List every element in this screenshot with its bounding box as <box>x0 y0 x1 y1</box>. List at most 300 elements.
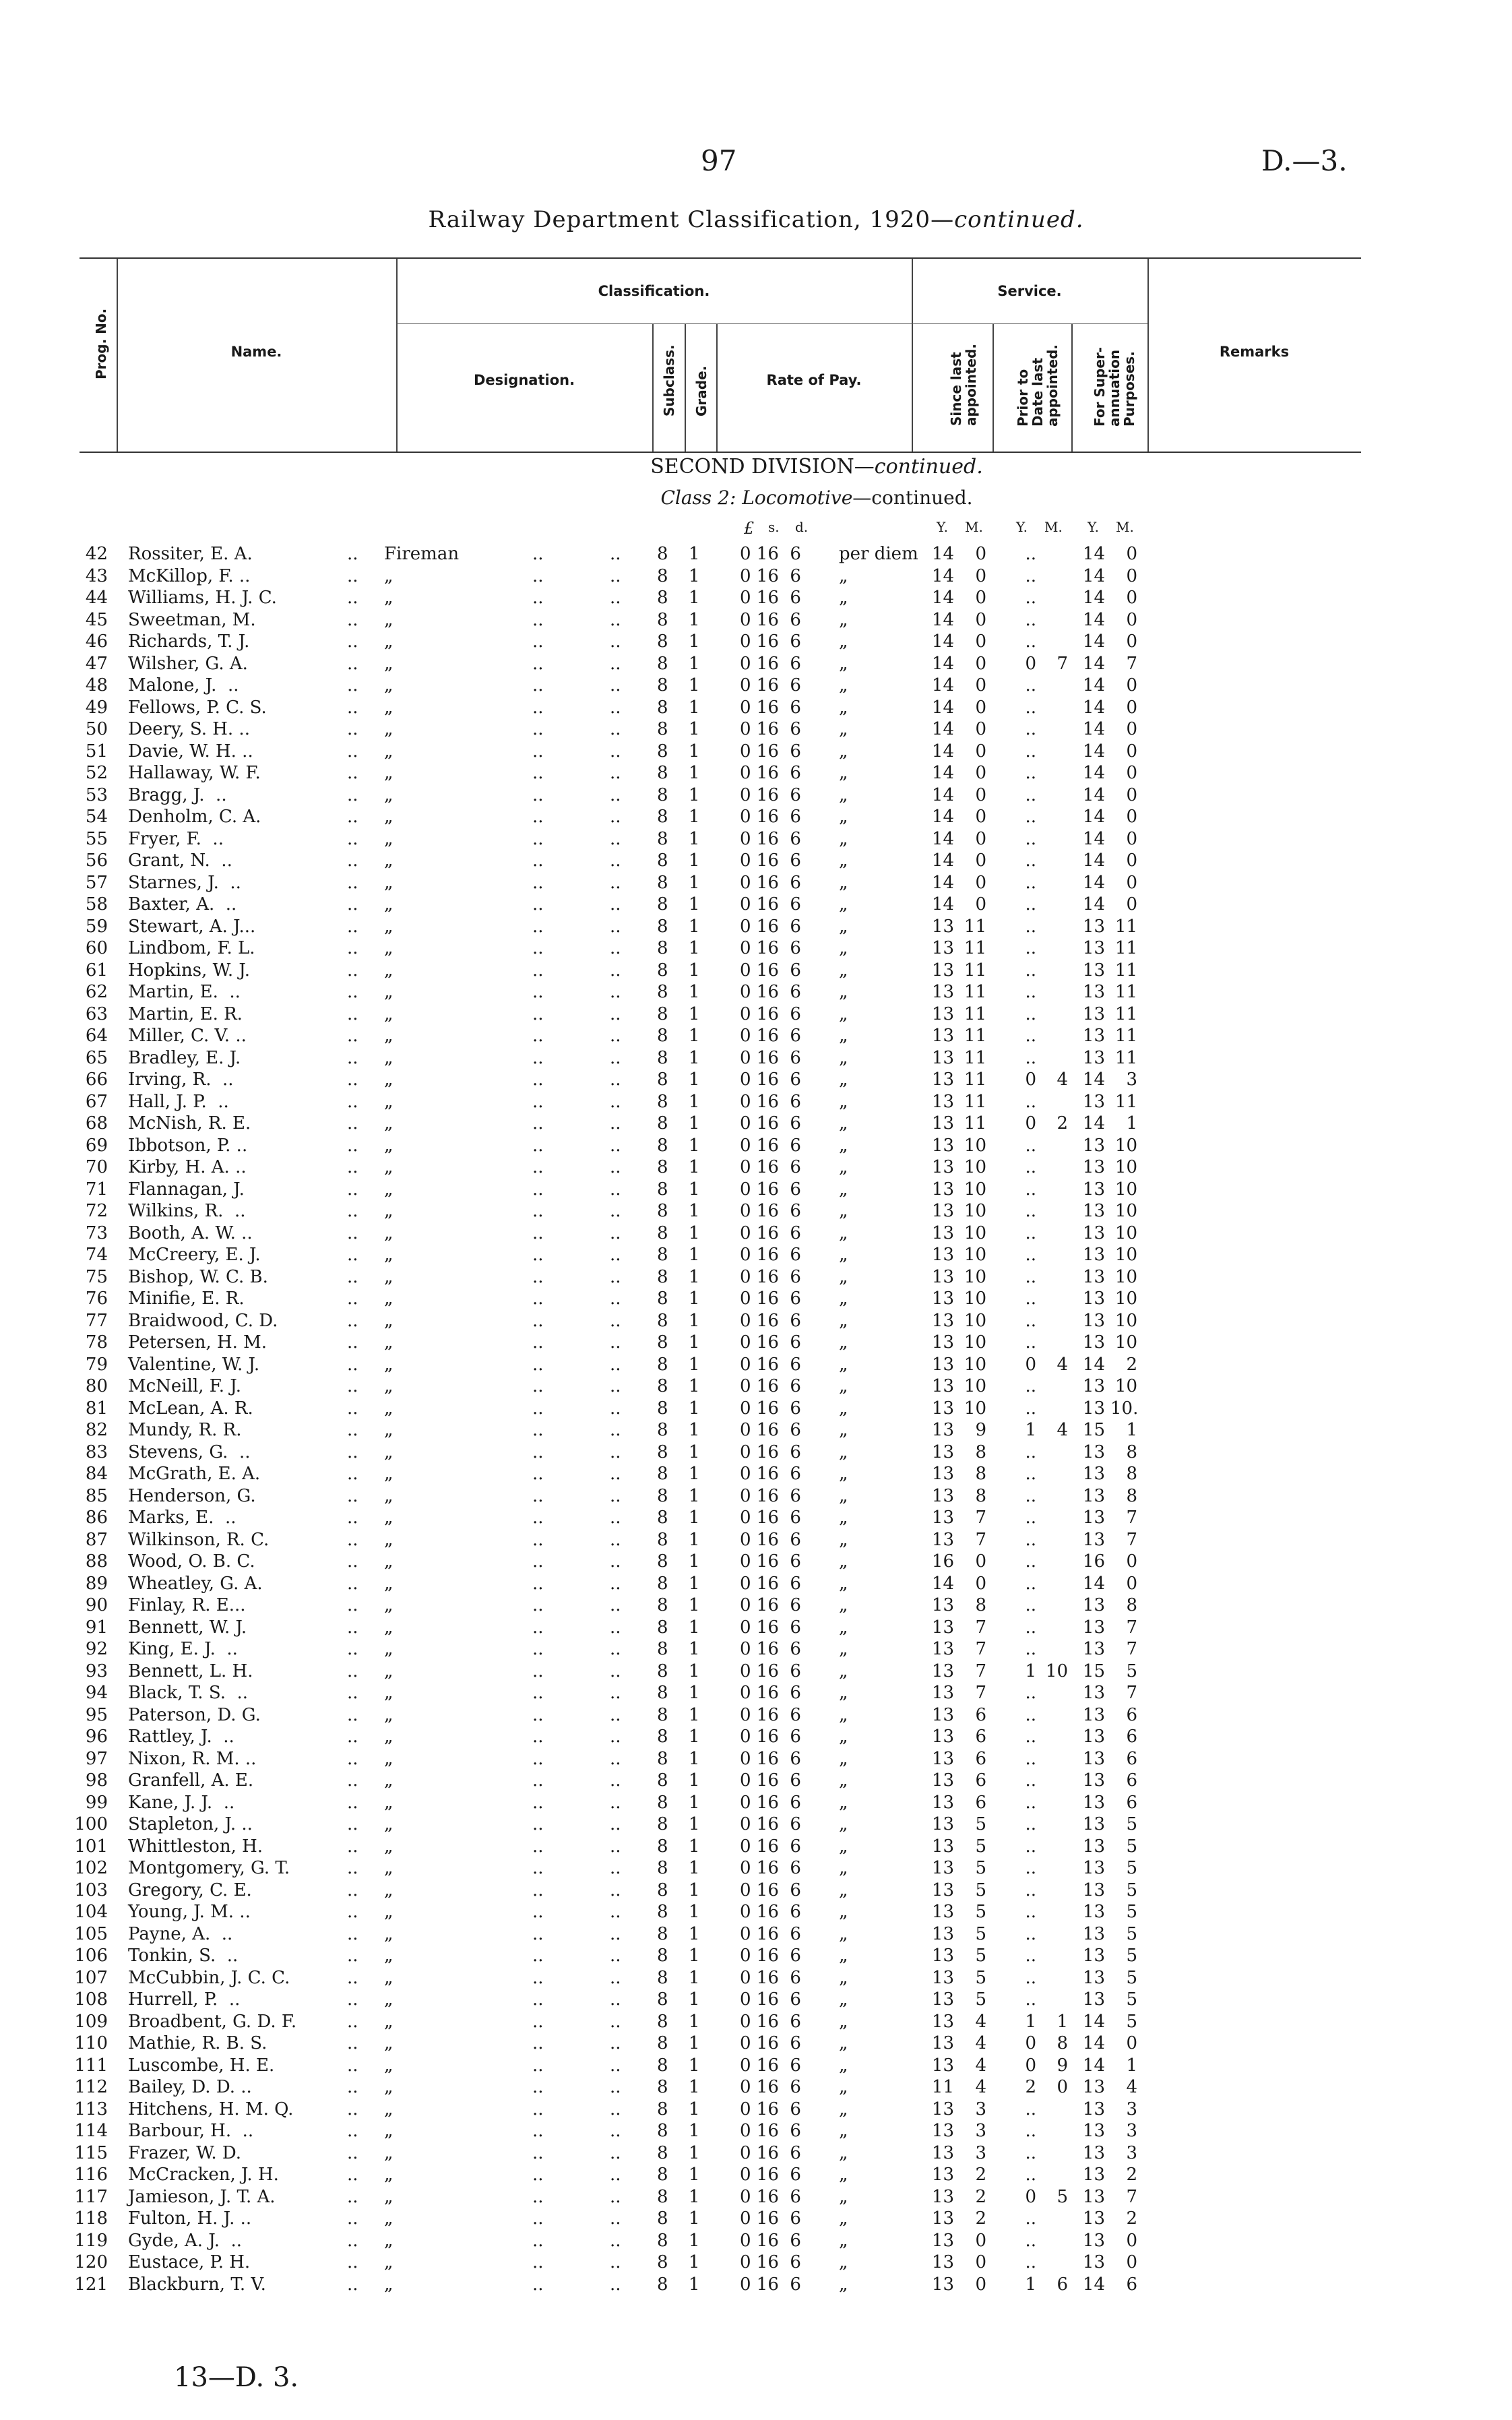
designation-cell: „ <box>384 850 393 871</box>
super-years-cell: 14 <box>1082 1069 1105 1090</box>
grade-cell: 1 <box>689 1398 700 1419</box>
prior-years-cell: 1 <box>1025 2011 1036 2032</box>
grade-cell: 1 <box>689 1508 700 1528</box>
rate-of-pay-cell: 0 16 6 <box>740 1770 801 1791</box>
designation-cell: „ <box>384 1858 393 1878</box>
pay-period-cell: „ <box>839 1376 848 1396</box>
leader-dots: .. <box>347 982 358 1002</box>
subclass-cell: 8 <box>657 1727 668 1747</box>
grade-cell: 1 <box>689 784 700 805</box>
pay-period-cell: „ <box>839 2033 848 2053</box>
grade-cell: 1 <box>689 1354 700 1375</box>
super-months-cell: 0 <box>1126 719 1137 739</box>
name-cell: Hitchens, H. M. Q. <box>128 2099 294 2119</box>
grade-cell: 1 <box>689 1441 700 1462</box>
designation-cell: „ <box>384 1748 393 1769</box>
prior-months-cell: 9 <box>1057 2055 1068 2076</box>
name-cell: Stapleton, J. .. <box>128 1814 253 1834</box>
name-cell: Minifie, E. R. <box>128 1289 245 1309</box>
rate-of-pay-cell: 0 16 6 <box>740 1485 801 1506</box>
prog-no-cell: 118 <box>74 2208 108 2229</box>
since-months-cell: 11 <box>964 1069 986 1090</box>
rate-of-pay-cell: 0 16 6 <box>740 1989 801 2010</box>
rate-of-pay-cell: 0 16 6 <box>740 1398 801 1419</box>
pay-period-cell: „ <box>839 1858 848 1878</box>
prog-no-cell: 48 <box>85 675 108 695</box>
leader-dots: .. <box>347 1967 358 1988</box>
super-months-cell: 10 <box>1114 1179 1137 1200</box>
designation-cell: „ <box>384 565 393 586</box>
pay-period-cell: „ <box>839 1946 848 1966</box>
subclass-cell: 8 <box>657 2011 668 2032</box>
prog-no-cell: 42 <box>85 544 108 564</box>
table-row <box>0 1156 1512 1179</box>
rate-of-pay-cell: 0 16 6 <box>740 1617 801 1638</box>
leader-dots: .. <box>347 1880 358 1900</box>
name-cell: Young, J. M. .. <box>128 1902 251 1922</box>
table-row <box>0 1529 1512 1551</box>
grade-cell: 1 <box>689 1047 700 1068</box>
since-months-cell: 0 <box>975 2230 986 2251</box>
leader-dots: .. <box>347 2121 358 2141</box>
prior-years-cell: .. <box>1025 1704 1036 1725</box>
rate-of-pay-cell: 0 16 6 <box>740 2033 801 2053</box>
subclass-cell: 8 <box>657 588 668 608</box>
prog-no-cell: 105 <box>74 1923 108 1944</box>
since-months-cell: 10 <box>964 1222 986 1243</box>
pay-period-cell: „ <box>839 2142 848 2163</box>
since-months-cell: 11 <box>964 1113 986 1134</box>
table-row <box>0 1288 1512 1310</box>
prog-no-cell: 104 <box>74 1902 108 1922</box>
name-cell: Gregory, C. E. <box>128 1880 252 1900</box>
super-years-cell: 14 <box>1082 1354 1105 1375</box>
since-months-cell: 8 <box>975 1595 986 1615</box>
leader-dots: .. <box>532 1814 544 1834</box>
super-years-cell: 13 <box>1082 916 1105 937</box>
rate-of-pay-cell: 0 16 6 <box>740 1113 801 1134</box>
grade-cell: 1 <box>689 938 700 958</box>
leader-dots: .. <box>532 1069 544 1090</box>
leader-dots: .. <box>610 1289 621 1309</box>
leader-dots: .. <box>610 828 621 849</box>
leader-dots: .. <box>347 1508 358 1528</box>
super-months-cell: 5 <box>1126 1923 1137 1944</box>
super-months-cell: 4 <box>1126 2077 1137 2097</box>
subclass-cell: 8 <box>657 2033 668 2053</box>
grade-cell: 1 <box>689 960 700 981</box>
since-years-cell: 13 <box>931 1683 954 1703</box>
leader-dots: .. <box>532 544 544 564</box>
super-months-cell: 5 <box>1126 1989 1137 2010</box>
name-cell: McCracken, J. H. <box>128 2165 279 2185</box>
super-months-cell: 0 <box>1126 2252 1137 2272</box>
since-years-cell: 13 <box>931 1310 954 1331</box>
since-months-cell: 10 <box>964 1201 986 1221</box>
name-cell: Fryer, F. .. <box>128 828 224 849</box>
designation-cell: „ <box>384 1441 393 1462</box>
super-months-cell: 0 <box>1126 784 1137 805</box>
prog-no-header: Prog. No. <box>93 308 109 379</box>
leader-dots: .. <box>610 2011 621 2032</box>
since-years-cell: 13 <box>931 1354 954 1375</box>
rate-of-pay-cell: 0 16 6 <box>740 1222 801 1243</box>
table-row <box>0 850 1512 872</box>
table-row <box>0 2120 1512 2142</box>
super-months-cell: 0 <box>1126 850 1137 871</box>
leader-dots: .. <box>610 1222 621 1243</box>
super-years-cell: 13 <box>1082 1135 1105 1156</box>
name-cell: Valentine, W. J. <box>128 1354 260 1375</box>
since-months-cell: 3 <box>975 2121 986 2141</box>
super-years-cell: 14 <box>1082 609 1105 630</box>
pay-period-cell: „ <box>839 1332 848 1353</box>
leader-dots: .. <box>610 2252 621 2272</box>
super-months-cell: 0 <box>1126 807 1137 827</box>
rate-of-pay-cell: 0 16 6 <box>740 1551 801 1572</box>
since-months-cell: 10 <box>964 1157 986 1177</box>
grade-cell: 1 <box>689 1683 700 1703</box>
rate-of-pay-cell: 0 16 6 <box>740 675 801 695</box>
table-row <box>0 1354 1512 1376</box>
prior-years-cell: .. <box>1025 2252 1036 2272</box>
subclass-cell: 8 <box>657 1946 668 1966</box>
super-years-cell: 13 <box>1082 1310 1105 1331</box>
rate-of-pay-cell: 0 16 6 <box>740 1967 801 1988</box>
leader-dots: .. <box>347 916 358 937</box>
subclass-cell: 8 <box>657 1201 668 1221</box>
leader-dots: .. <box>532 1464 544 1484</box>
pay-period-cell: per diem <box>839 544 918 564</box>
subclass-cell: 8 <box>657 1989 668 2010</box>
prog-no-cell: 121 <box>74 2274 108 2295</box>
pay-period-cell: „ <box>839 2011 848 2032</box>
designation-cell: „ <box>384 1880 393 1900</box>
super-years-cell: 13 <box>1082 1704 1105 1725</box>
name-cell: McGrath, E. A. <box>128 1464 261 1484</box>
super-months-cell: 0 <box>1126 828 1137 849</box>
prior-years-cell: .. <box>1025 1376 1036 1396</box>
leader-dots: .. <box>347 565 358 586</box>
prior-years-cell: .. <box>1025 1989 1036 2010</box>
designation-cell: „ <box>384 1508 393 1528</box>
leader-dots: .. <box>532 1508 544 1528</box>
grade-cell: 1 <box>689 1026 700 1046</box>
name-cell: Davie, W. H. .. <box>128 741 253 762</box>
subclass-cell: 8 <box>657 741 668 762</box>
since-years-cell: 14 <box>931 675 954 695</box>
name-cell: Montgomery, G. T. <box>128 1858 290 1878</box>
subsection-heading <box>0 487 1512 509</box>
pay-period-cell: „ <box>839 1485 848 1506</box>
table-row <box>0 1945 1512 1967</box>
subclass-cell: 8 <box>657 1245 668 1265</box>
table-row <box>0 1179 1512 1201</box>
prior-years-cell: .. <box>1025 828 1036 849</box>
prior-years-cell: 0 <box>1025 1354 1036 1375</box>
prior-years-cell: .. <box>1025 894 1036 914</box>
since-years-cell: 13 <box>931 1858 954 1878</box>
pay-period-cell: „ <box>839 960 848 981</box>
super-years-cell: 13 <box>1082 1989 1105 2010</box>
since-months-cell: 8 <box>975 1464 986 1484</box>
leader-dots: .. <box>347 1617 358 1638</box>
prog-no-cell: 76 <box>85 1289 108 1309</box>
since-years-cell: 13 <box>931 2208 954 2229</box>
prior-years-cell: .. <box>1025 1814 1036 1834</box>
prior-years-cell: .. <box>1025 565 1036 586</box>
name-cell: Wilkins, R. .. <box>128 1201 246 1221</box>
rate-of-pay-cell: 0 16 6 <box>740 894 801 914</box>
leader-dots: .. <box>610 1157 621 1177</box>
name-cell: Fellows, P. C. S. <box>128 697 267 718</box>
prog-no-cell: 52 <box>85 763 108 783</box>
prior-to-date-header: Prior to Date last appointed. <box>1015 344 1061 427</box>
subclass-cell: 8 <box>657 2274 668 2295</box>
prog-no-cell: 60 <box>85 938 108 958</box>
subclass-cell: 8 <box>657 807 668 827</box>
prog-no-cell: 101 <box>74 1836 108 1857</box>
designation-cell: „ <box>384 1661 393 1681</box>
leader-dots: .. <box>532 653 544 674</box>
super-years-cell: 13 <box>1082 1398 1105 1419</box>
name-cell: McNish, R. E. <box>128 1113 251 1134</box>
subclass-cell: 8 <box>657 2142 668 2163</box>
leader-dots: .. <box>532 1836 544 1857</box>
rate-of-pay-cell: 0 16 6 <box>740 1091 801 1112</box>
designation-cell: „ <box>384 2230 393 2251</box>
since-months-cell: 0 <box>975 850 986 871</box>
prog-no-cell: 116 <box>74 2165 108 2185</box>
rate-of-pay-cell: 0 16 6 <box>740 1902 801 1922</box>
col-rule <box>685 323 686 452</box>
leader-dots: .. <box>532 1551 544 1572</box>
grade-cell: 1 <box>689 1245 700 1265</box>
grade-cell: 1 <box>689 1003 700 1024</box>
since-months-cell: 0 <box>975 784 986 805</box>
designation-cell: „ <box>384 2011 393 2032</box>
prog-no-cell: 77 <box>85 1310 108 1331</box>
unit-months-2: M. <box>1044 519 1063 535</box>
super-months-cell: 8 <box>1126 1441 1137 1462</box>
col-rule <box>993 323 994 452</box>
prior-years-cell: .. <box>1025 675 1036 695</box>
grade-cell: 1 <box>689 1069 700 1090</box>
super-years-cell: 13 <box>1082 982 1105 1002</box>
unit-months-1: M. <box>965 519 983 535</box>
subclass-cell: 8 <box>657 2230 668 2251</box>
table-row <box>0 2164 1512 2186</box>
leader-dots: .. <box>532 1727 544 1747</box>
prior-months-cell: 5 <box>1057 2186 1068 2207</box>
since-months-cell: 5 <box>975 1858 986 1878</box>
prior-years-cell: .. <box>1025 1157 1036 1177</box>
subclass-cell: 8 <box>657 1354 668 1375</box>
pay-period-cell: „ <box>839 1026 848 1046</box>
designation-cell: „ <box>384 1902 393 1922</box>
subclass-cell: 8 <box>657 1704 668 1725</box>
prog-no-cell: 65 <box>85 1047 108 1068</box>
table-row <box>0 718 1512 741</box>
super-months-cell: 1 <box>1126 1113 1137 1134</box>
name-cell: Frazer, W. D. <box>128 2142 242 2163</box>
subclass-cell: 8 <box>657 1967 668 1988</box>
subclass-cell: 8 <box>657 784 668 805</box>
since-years-cell: 13 <box>931 1485 954 1506</box>
leader-dots: .. <box>532 1989 544 2010</box>
rate-of-pay-cell: 0 16 6 <box>740 588 801 608</box>
super-months-cell: 5 <box>1126 1946 1137 1966</box>
super-months-cell: 0 <box>1126 609 1137 630</box>
prior-years-cell: .. <box>1025 1595 1036 1615</box>
subclass-cell: 8 <box>657 1069 668 1090</box>
leader-dots: .. <box>610 960 621 981</box>
since-months-cell: 0 <box>975 631 986 652</box>
pay-period-cell: „ <box>839 2186 848 2207</box>
table-row <box>0 937 1512 960</box>
since-years-cell: 13 <box>931 1967 954 1988</box>
prior-years-cell: .. <box>1025 1289 1036 1309</box>
super-years-cell: 13 <box>1082 1836 1105 1857</box>
leader-dots: .. <box>610 1573 621 1594</box>
leader-dots: .. <box>347 1310 358 1331</box>
leader-dots: .. <box>347 1398 358 1419</box>
prior-years-cell: .. <box>1025 1026 1036 1046</box>
rate-of-pay-cell: 0 16 6 <box>740 1289 801 1309</box>
prog-no-cell: 62 <box>85 982 108 1002</box>
super-months-cell: 0 <box>1126 2033 1137 2053</box>
prior-years-cell: .. <box>1025 2099 1036 2119</box>
designation-cell: „ <box>384 1069 393 1090</box>
class-suffix: —continued. <box>852 487 973 509</box>
super-months-cell: 10 <box>1114 1157 1137 1177</box>
rate-of-pay-cell: 0 16 6 <box>740 741 801 762</box>
grade-cell: 1 <box>689 1332 700 1353</box>
subclass-cell: 8 <box>657 1026 668 1046</box>
since-years-cell: 13 <box>931 2142 954 2163</box>
section-heading <box>0 455 1512 478</box>
grade-cell: 1 <box>689 609 700 630</box>
leader-dots: .. <box>347 1113 358 1134</box>
super-months-cell: 11 <box>1114 1003 1137 1024</box>
since-months-cell: 10 <box>964 1135 986 1156</box>
grade-cell: 1 <box>689 653 700 674</box>
since-months-cell: 11 <box>964 1047 986 1068</box>
rate-of-pay-cell: 0 16 6 <box>740 1704 801 1725</box>
super-months-cell: 10 <box>1114 1201 1137 1221</box>
grade-cell: 1 <box>689 2274 700 2295</box>
grade-cell: 1 <box>689 1529 700 1550</box>
pay-period-cell: „ <box>839 916 848 937</box>
rate-of-pay-cell: 0 16 6 <box>740 784 801 805</box>
since-years-cell: 14 <box>931 588 954 608</box>
leader-dots: .. <box>610 653 621 674</box>
prior-years-cell: 0 <box>1025 1113 1036 1134</box>
super-months-cell: 5 <box>1126 1814 1137 1834</box>
leader-dots: .. <box>610 675 621 695</box>
table-row <box>0 587 1512 609</box>
pay-period-cell: „ <box>839 828 848 849</box>
name-cell: Starnes, J. .. <box>128 872 241 893</box>
table-row <box>0 2055 1512 2077</box>
super-years-cell: 13 <box>1082 1289 1105 1309</box>
since-years-cell: 13 <box>931 2165 954 2185</box>
prog-no-cell: 51 <box>85 741 108 762</box>
leader-dots: .. <box>347 872 358 893</box>
since-months-cell: 7 <box>975 1683 986 1703</box>
pay-period-cell: „ <box>839 1091 848 1112</box>
since-years-cell: 14 <box>931 631 954 652</box>
since-years-cell: 13 <box>931 1946 954 1966</box>
leader-dots: .. <box>347 850 358 871</box>
subclass-cell: 8 <box>657 697 668 718</box>
prog-no-cell: 92 <box>85 1639 108 1659</box>
subclass-cell: 8 <box>657 653 668 674</box>
super-months-cell: 11 <box>1114 938 1137 958</box>
super-months-cell: 5 <box>1126 1967 1137 1988</box>
table-row <box>0 1375 1512 1398</box>
table-row <box>0 960 1512 982</box>
leader-dots: .. <box>610 916 621 937</box>
designation-cell: „ <box>384 1047 393 1068</box>
grade-cell: 1 <box>689 1289 700 1309</box>
grade-cell: 1 <box>689 828 700 849</box>
prog-no-cell: 100 <box>74 1814 108 1834</box>
prog-no-cell: 111 <box>74 2055 108 2076</box>
subclass-cell: 8 <box>657 1047 668 1068</box>
leader-dots: .. <box>532 1946 544 1966</box>
leader-dots: .. <box>610 1661 621 1681</box>
page-header <box>0 144 1512 185</box>
prog-no-cell: 94 <box>85 1683 108 1703</box>
leader-dots: .. <box>532 1245 544 1265</box>
leader-dots: .. <box>532 2121 544 2141</box>
table-row <box>0 2033 1512 2055</box>
grade-cell: 1 <box>689 850 700 871</box>
title-continued: continued. <box>954 206 1084 233</box>
designation-cell: „ <box>384 719 393 739</box>
rate-of-pay-cell: 0 16 6 <box>740 1135 801 1156</box>
since-months-cell: 4 <box>975 2077 986 2097</box>
leader-dots: .. <box>532 588 544 608</box>
grade-cell: 1 <box>689 2252 700 2272</box>
super-months-cell: 8 <box>1126 1485 1137 1506</box>
subclass-cell: 8 <box>657 1464 668 1484</box>
super-months-cell: 6 <box>1126 1792 1137 1813</box>
leader-dots: .. <box>532 2230 544 2251</box>
rate-of-pay-cell: 0 16 6 <box>740 2252 801 2272</box>
leader-dots: .. <box>532 1485 544 1506</box>
since-months-cell: 11 <box>964 1091 986 1112</box>
leader-dots: .. <box>532 1420 544 1440</box>
since-months-cell: 6 <box>975 1727 986 1747</box>
leader-dots: .. <box>347 1661 358 1681</box>
prog-no-cell: 71 <box>85 1179 108 1200</box>
leader-dots: .. <box>532 784 544 805</box>
prior-years-cell: .. <box>1025 1135 1036 1156</box>
pay-period-cell: „ <box>839 1639 848 1659</box>
leader-dots: .. <box>532 2208 544 2229</box>
pay-period-cell: „ <box>839 2077 848 2097</box>
pay-period-cell: „ <box>839 1310 848 1331</box>
since-years-cell: 16 <box>931 1551 954 1572</box>
since-years-cell: 13 <box>931 1639 954 1659</box>
designation-cell: „ <box>384 894 393 914</box>
leader-dots: .. <box>347 2055 358 2076</box>
since-months-cell: 0 <box>975 697 986 718</box>
name-cell: Whittleston, H. <box>128 1836 263 1857</box>
pay-period-cell: „ <box>839 741 848 762</box>
